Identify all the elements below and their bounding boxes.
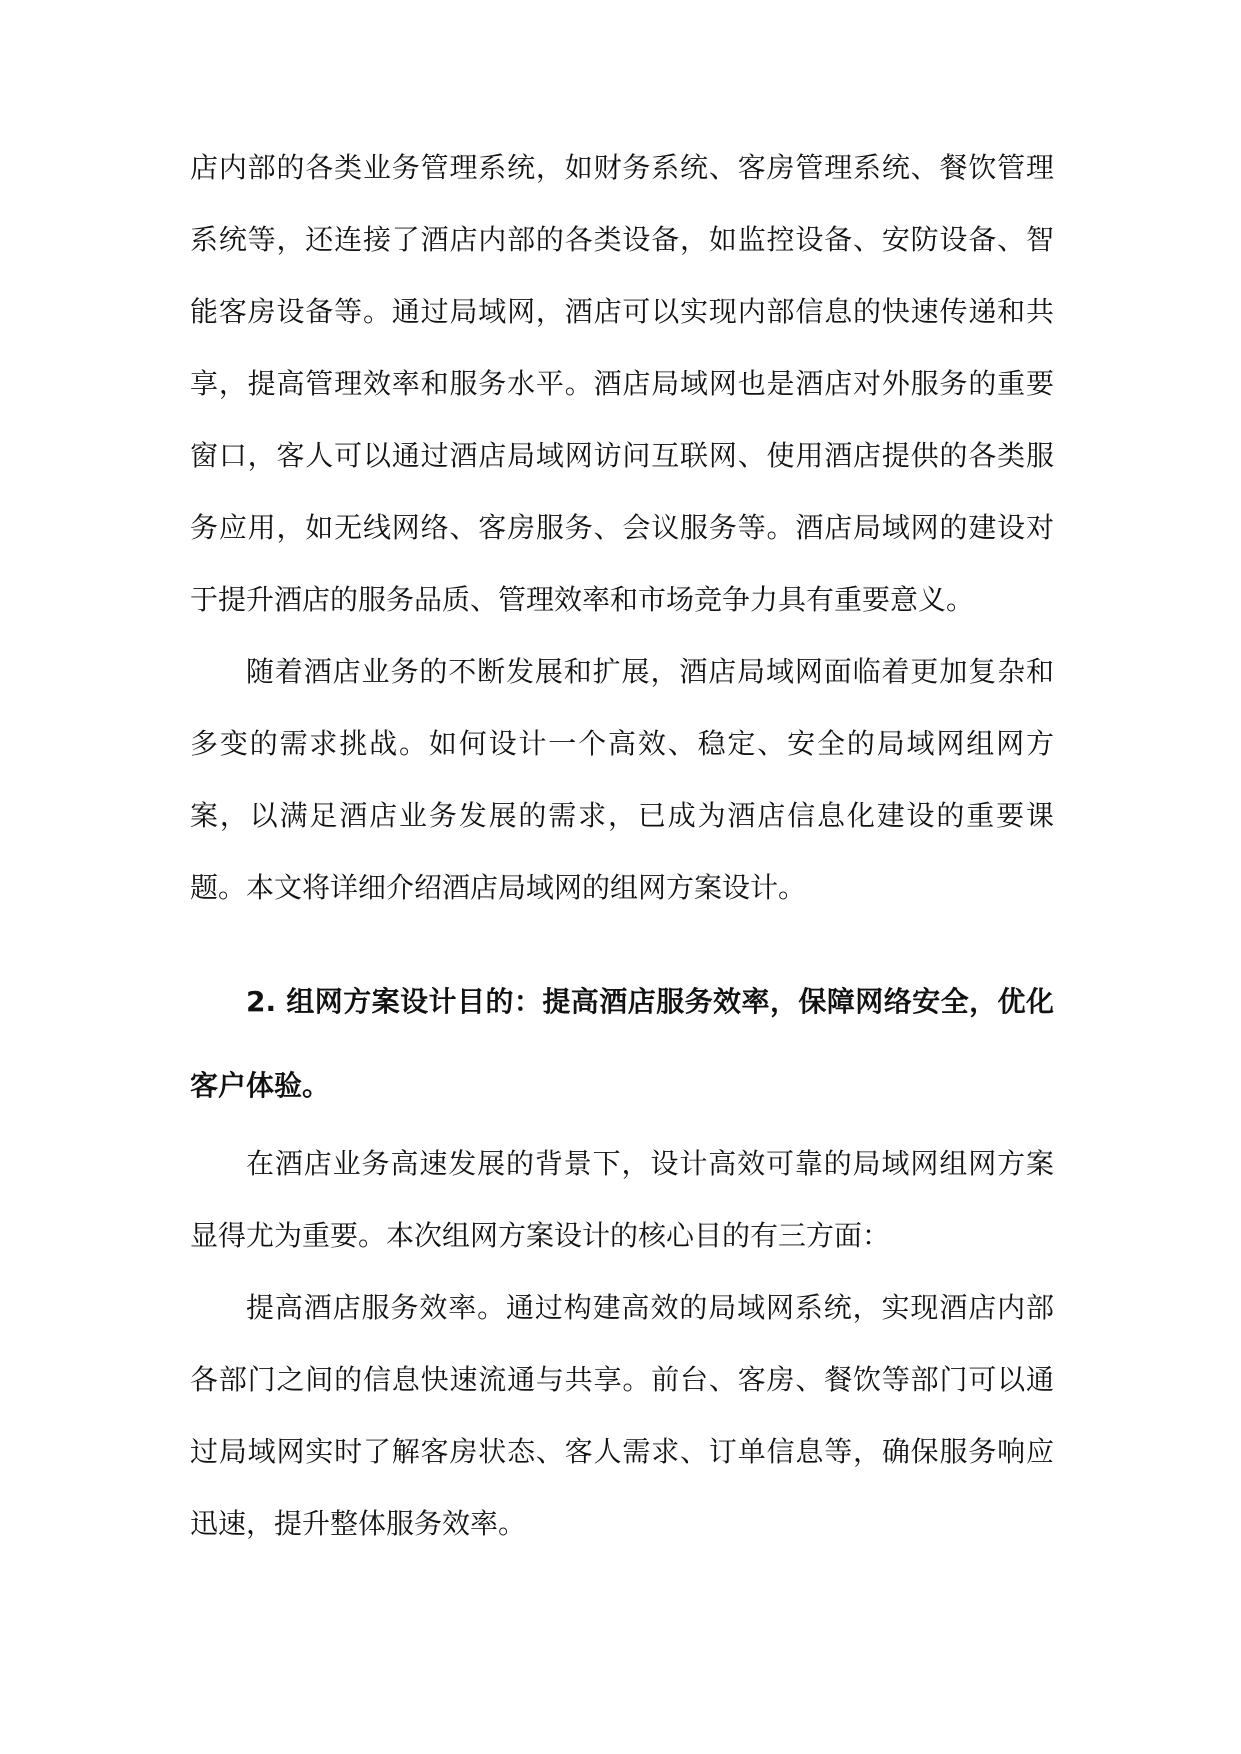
paragraph-lan-challenges: 随着酒店业务的不断发展和扩展，酒店局域网面临着更加复杂和多变的需求挑战。如何设计一个高效、稳定、安全的局域网组网方案，以满足酒店业务发展的需求，已成为酒店信息化建设的重要课题。本文将详细介绍酒店局域网的组网方案设计。 [190, 655, 1054, 904]
paragraph-service-efficiency: 提高酒店服务效率。通过构建高效的局域网系统，实现酒店内部各部门之间的信息快速流通与共享。前台、客房、餐饮等部门可以通过局域网实时了解客房状态、客人需求、订单信息等，确保服务响应迅速，提升整体服务效率。 [190, 1291, 1054, 1540]
paragraph-lan-overview: 店内部的各类业务管理系统，如财务系统、客房管理系统、餐饮管理系统等，还连接了酒店内部的各类设备，如监控设备、安防设备、智能客房设备等。通过局域网，酒店可以实现内部信息的快速传递和共享，提高管理效率和服务水平。酒店局域网也是酒店对外服务的重要窗口，客人可以通过酒店局域网访问互联网、使用酒店提供的各类服务应用，如无线网络、客房服务、会议服务等。酒店局域网的建设对于提升酒店的服务品质、管理效率和市场竞争力具有重要意义。 [190, 151, 1054, 616]
document-body [190, 132, 1054, 1560]
paragraph-design-goals-intro: 在酒店业务高速发展的背景下，设计高效可靠的局域网组网方案显得尤为重要。本次组网方案设计的核心目的有三方面： [190, 1147, 1054, 1252]
section-heading-design-purpose: 2. 组网方案设计目的：提高酒店服务效率，保障网络安全，优化客户体验。 [190, 985, 1054, 1102]
